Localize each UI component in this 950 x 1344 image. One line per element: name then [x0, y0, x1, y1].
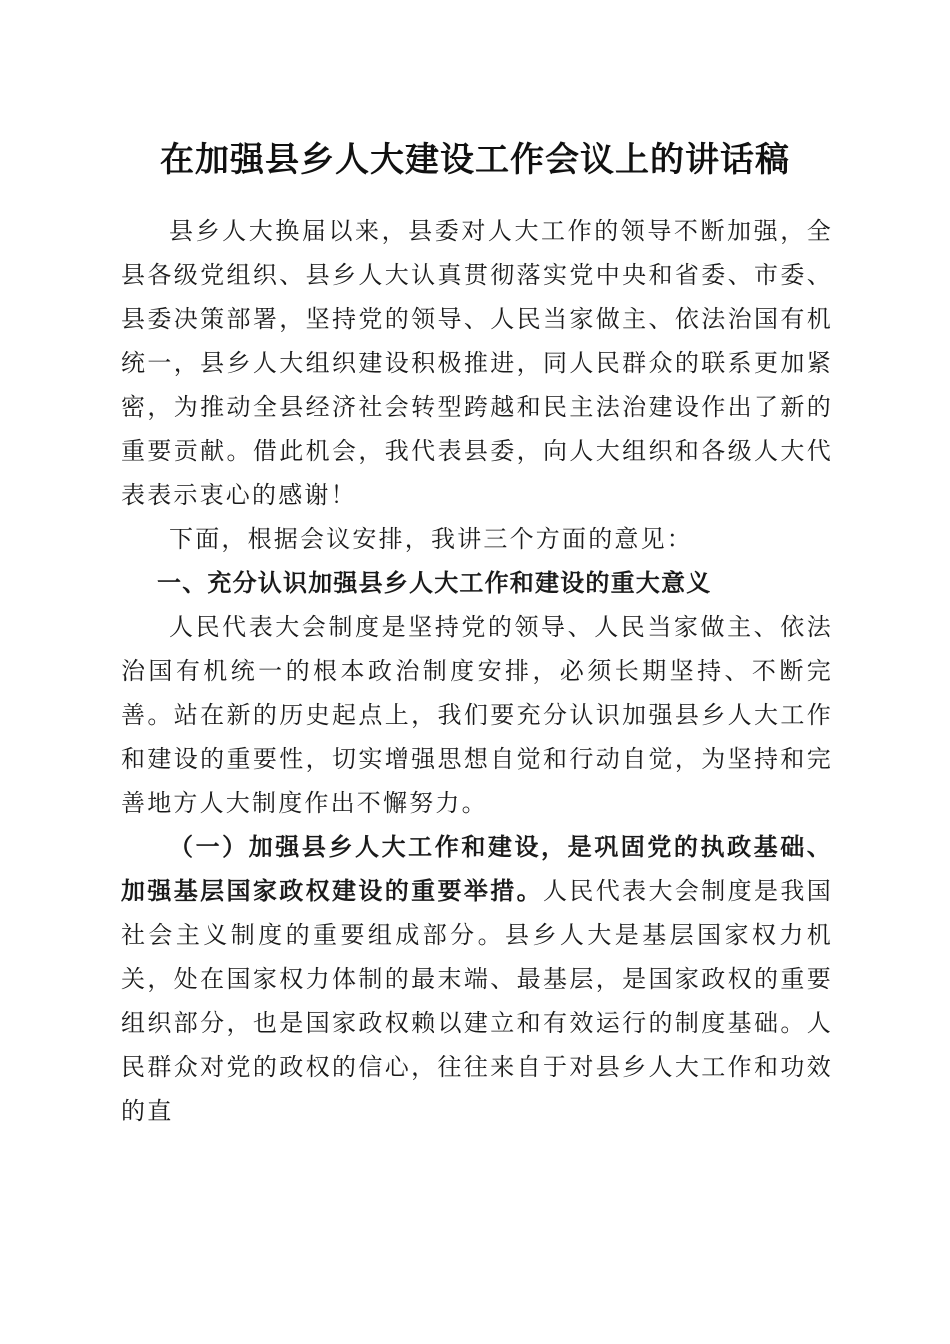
- paragraph-section1-intro: 人民代表大会制度是坚持党的领导、人民当家做主、依法治国有机统一的根本政治制度安排，必须长期坚持、不断完善。站在新的历史起点上，我们要充分认识加强县乡人大工作和建设的重要性，切实增强思想自觉和行动自觉，为坚持和完善地方人大制度作出不懈努力。: [121, 613, 833, 817]
- document-body: [121, 209, 833, 1133]
- subsection-1-lead: （一）加强县乡人大工作和建设，是巩固党的执政基础、加强基层国家政权建设的重要举措。: [121, 832, 833, 905]
- subsection-1-text: 人民代表大会制度是我国社会主义制度的重要组成部分。县乡人大是基层国家权力机关，处在国家权力体制的最末端、最基层，是国家政权的重要组织部分，也是国家政权赖以建立和有效运行的制度基础。人民群众对党的政权的信心，往往来自于对县乡人大工作和功效的直: [121, 877, 833, 1125]
- document-title: 在加强县乡人大建设工作会议上的讲话稿: [160, 140, 790, 180]
- paragraph-agenda: 下面，根据会议安排，我讲三个方面的意见：: [169, 525, 693, 553]
- paragraph-intro: 县乡人大换届以来，县委对人大工作的领导不断加强，全县各级党组织、县乡人大认真贯彻落实党中央和省委、市委、县委决策部署，坚持党的领导、人民当家做主、依法治国有机统一，县乡人大组织建设积极推进，同人民群众的联系更加紧密，为推动全县经济社会转型跨越和民主法治建设作出了新的重要贡献。借此机会，我代表县委，向人大组织和各级人大代表表示衷心的感谢！: [121, 217, 833, 509]
- section-heading-1: 一、充分认识加强县乡人大工作和建设的重大意义: [157, 569, 712, 597]
- paragraph-subsection-1: [121, 825, 833, 1133]
